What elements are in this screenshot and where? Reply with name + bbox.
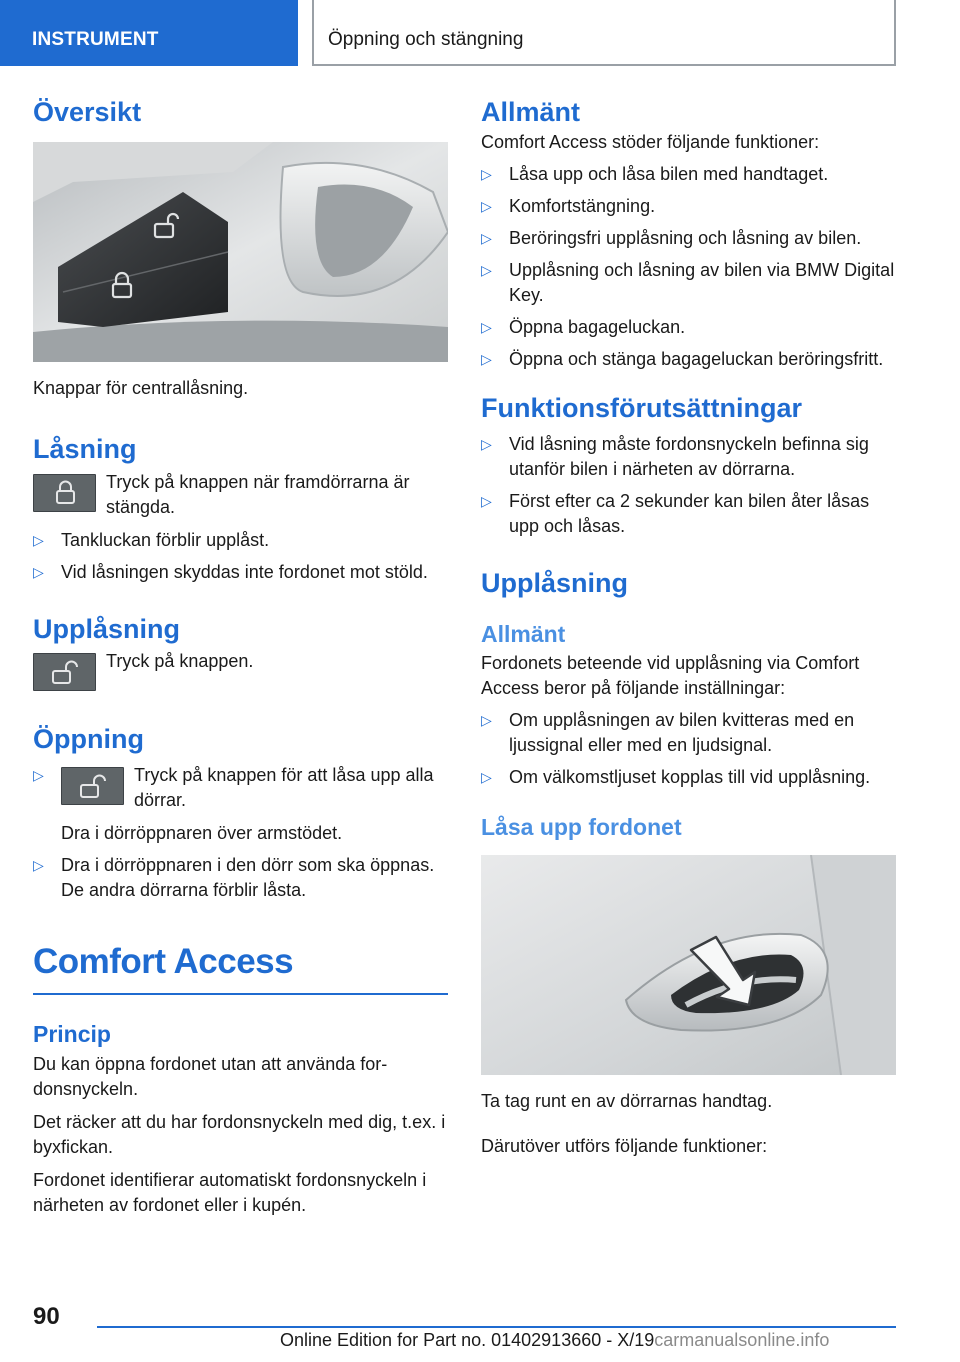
lasning-list [33, 528, 448, 585]
list-item: ▷ Öppna och stänga bagageluckan beröringsfritt. [481, 347, 896, 372]
allmant-list [481, 162, 896, 372]
list-item: ▷ Först efter ca 2 sekunder kan bilen åter låsas upp och låsas. [481, 490, 870, 536]
list-item: ▷ Öppna bagageluckan. [481, 315, 896, 340]
caption-door-handle: Ta tag runt en av dörrarnas handtag. [481, 1091, 773, 1112]
page-header [0, 0, 960, 66]
heading-lasning: Låsning [33, 434, 137, 465]
funk-list [481, 432, 896, 539]
triangle-bullet-icon: ▷ [481, 351, 492, 368]
unlock-button-row [33, 649, 448, 691]
triangle-bullet-icon: ▷ [33, 856, 44, 873]
watermark: carmanualsonline.info [654, 1330, 830, 1350]
lock-button-row [33, 470, 448, 520]
allmant2-text: Fordonets beteende vid upplåsning via Comfort Access beror på följande inställningar: [481, 652, 860, 698]
triangle-bullet-icon: ▷ [33, 766, 44, 783]
triangle-bullet-icon: ▷ [33, 531, 44, 548]
lasning-text: Tryck på knappen när framdörrarna är stängda. [106, 471, 410, 517]
triangle-bullet-icon: ▷ [481, 711, 492, 728]
section-tab: INSTRUMENT [0, 0, 298, 66]
list-item: ▷ Tryck på knappen för att låsa upp alla dörrar. Dra i dörröppnaren över armstödet. [33, 764, 434, 843]
edition-text: Online Edition for Part no. 01402913660 - X/19carmanualsonline.info [280, 1330, 830, 1350]
page-number: 90 [33, 1303, 60, 1330]
heading-upplasning: Upplåsning [33, 613, 180, 644]
unlock-icon [61, 767, 124, 805]
page-footer [0, 1290, 960, 1362]
triangle-bullet-icon: ▷ [481, 166, 492, 183]
list-item: ▷ Om upplåsningen av bilen kvitteras med en ljussignal eller med en ljudsignal. [481, 709, 855, 755]
heading-funktionsforutsattningar: Funktionsförutsättningar [481, 393, 802, 424]
lock-icon [33, 474, 96, 512]
door-panel-image [33, 142, 448, 362]
list-item: ▷ Beröringsfri upplåsning och låsning av bilen. [481, 226, 896, 251]
triangle-bullet-icon: ▷ [481, 198, 492, 215]
princip-paragraph: Du kan öppna fordonet utan att använda fordonsnyckeln. [33, 1054, 388, 1100]
chapter-title: Öppning och stängning [312, 0, 896, 66]
triangle-bullet-icon: ▷ [481, 319, 492, 336]
heading-allmant-2: Allmänt [481, 621, 566, 648]
caption-lock-buttons: Knappar för centrallåsning. [33, 378, 249, 399]
triangle-bullet-icon: ▷ [33, 563, 44, 580]
triangle-bullet-icon: ▷ [481, 435, 492, 452]
heading-oppning: Öppning [33, 724, 144, 755]
princip-paragraph: Det räcker att du har fordonsnyckeln med dig, t.ex. i byxfickan. [33, 1112, 446, 1158]
list-item: ▷ Vid låsningen skyddas inte fordonet mot stöld. [33, 560, 448, 585]
list-item: ▷ Tankluckan förblir upplåst. [33, 528, 448, 553]
list-item: ▷ Dra i dörröppnaren i den dörr som ska öppnas. De andra dörrarna förblir låsta. [33, 854, 435, 900]
photo-door-handle [481, 855, 896, 1075]
allmant2-list [481, 708, 896, 790]
heading-lasa-upp-fordonet: Låsa upp fordonet [481, 813, 682, 840]
list-item: ▷ Om välkomstljuset kopplas till vid upplåsning. [481, 765, 896, 790]
princip-paragraph: Fordonet identifierar automatiskt fordonsnyckeln i närheten av fordonet eller i kupén. [33, 1170, 427, 1216]
triangle-bullet-icon: ▷ [481, 492, 492, 509]
triangle-bullet-icon: ▷ [481, 262, 492, 279]
triangle-bullet-icon: ▷ [481, 230, 492, 247]
upplasning-text: Tryck på knappen. [106, 651, 254, 672]
list-item: ▷ Vid låsning måste fordonsnyckeln befinna sig utanför bilen i närheten av dörrarna. [481, 433, 869, 479]
heading-princip: Princip [33, 1020, 111, 1047]
list-item: ▷ Komfortstängning. [481, 194, 896, 219]
oppning-list [33, 763, 448, 903]
allmant-text: Comfort Access stöder följande funktioner: [481, 132, 820, 153]
footer-divider [97, 1326, 896, 1328]
heading-allmant: Allmänt [481, 97, 581, 127]
photo-lock-buttons [33, 142, 448, 362]
heading-comfort-access: Comfort Access [33, 941, 448, 995]
list-item: ▷ Låsa upp och låsa bilen med handtaget. [481, 162, 896, 187]
heading-upplasning-ca: Upplåsning [481, 567, 628, 598]
unlock-icon [33, 653, 96, 691]
lasa-upp-text: Därutöver utförs följande funktioner: [481, 1136, 768, 1157]
door-handle-image [481, 855, 896, 1075]
list-item: ▷ Upplåsning och låsning av bilen via BMW Digital Key. [481, 260, 895, 306]
right-column [481, 96, 896, 1159]
triangle-bullet-icon: ▷ [481, 768, 492, 785]
left-column [33, 96, 448, 1218]
heading-oversikt: Översikt [33, 97, 142, 127]
